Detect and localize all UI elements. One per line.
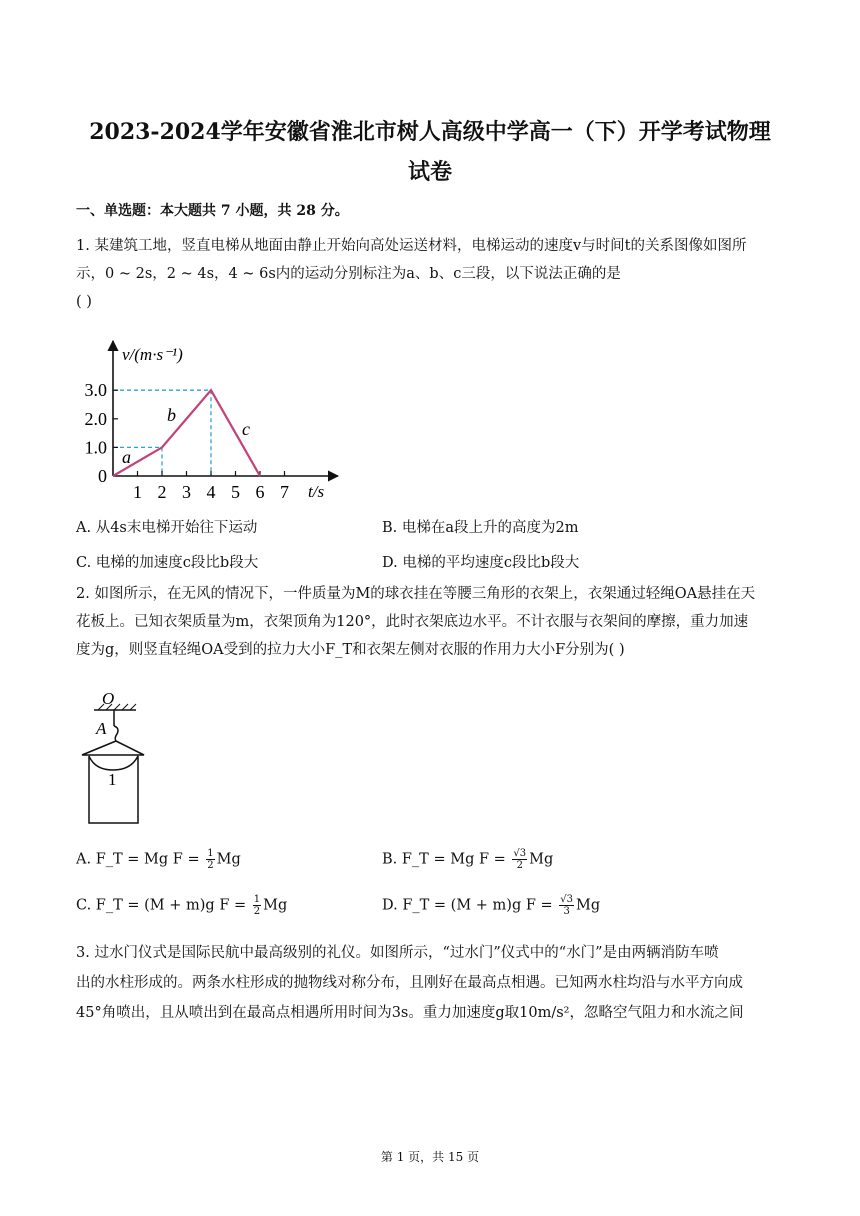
segment-label-b: b xyxy=(167,405,176,425)
title-line-2: 试卷 xyxy=(407,159,452,185)
q3-line-2: 出的水柱形成的。两条水柱形成的抛物线对称分布，且刚好在最高点相遇。已知两水柱均沿与水平方向成 xyxy=(76,975,743,991)
q2-stem xyxy=(76,580,788,664)
q2-option-d: D. F_T = (M + m)g F = $\frac{√3}{3}$ Mg xyxy=(382,894,601,917)
y-tick-label: 2.0 xyxy=(84,408,107,429)
hanger-hook xyxy=(114,726,118,741)
label-o: O xyxy=(102,689,115,708)
hanger-triangle xyxy=(82,741,144,755)
vt-graph xyxy=(76,335,366,510)
page-footer: 第 1 页，共 15 页 xyxy=(380,1150,480,1164)
q1-option-b: B. 电梯在a段上升的高度为2m xyxy=(382,520,579,536)
q1-option-c: C. 电梯的加速度c段比b段大 xyxy=(76,555,259,571)
x-tick-label: 4 xyxy=(206,482,216,502)
q2-stem-line-3: 度为g，则竖直轻绳OA受到的拉力大小F_T和衣架左侧对衣服的作用力大小F分别为( ) xyxy=(76,642,625,658)
q2-stem-line-1: 2. 如图所示，在无风的情况下，一件质量为M的球衣挂在等腰三角形的衣架上，衣架通过轻绳OA悬挂在天 xyxy=(76,586,756,602)
q2-option-a: A. F_T = Mg F = $\frac{1}{2}$ Mg xyxy=(76,848,241,871)
q2-option-b: B. F_T = Mg F = $\frac{√3}{2}$ Mg xyxy=(382,848,554,871)
q3-stem xyxy=(76,938,788,1028)
q2-stem-line-2: 花板上。已知衣架质量为m，衣架顶角为120°，此时衣架底边水平。不计衣服与衣架间的摩擦，重力加速 xyxy=(76,614,749,630)
segment-label-a: a xyxy=(122,447,131,467)
q1-stem-line-1: 1. 某建筑工地，竖直电梯从地面由静止开始向高处运送材料，电梯运动的速度v与时间t的关系图像如图所 xyxy=(76,238,747,254)
q3-line-1: 3. 过水门仪式是国际民航中最高级别的礼仪。如图所示，“过水门”仪式中的“水门”是由两辆消防车喷 xyxy=(76,945,719,961)
x-tick-label: 1 xyxy=(133,482,142,502)
y-axis-label: v/(m·s⁻¹) xyxy=(122,345,183,364)
shirt-number: 1 xyxy=(108,770,117,789)
x-tick-label: 6 xyxy=(255,482,265,502)
y-tick-label: 1.0 xyxy=(84,437,107,458)
q1-option-d: D. 电梯的平均速度c段比b段大 xyxy=(382,555,580,571)
x-tick-label: 2 xyxy=(157,482,167,502)
q2-option-c: C. F_T = (M + m)g F = $\frac{1}{2}$ Mg xyxy=(76,894,288,917)
x-tick-label: 7 xyxy=(280,482,289,502)
x-axis-label: t/s xyxy=(308,482,325,501)
hanger-figure xyxy=(76,688,156,828)
y-tick-label: 0 xyxy=(98,466,107,486)
y-tick-label: 3.0 xyxy=(84,380,107,401)
q1-option-a: A. 从4s末电梯开始往下运动 xyxy=(76,520,258,536)
title-line-1: 2023-2024学年安徽省淮北市树人高级中学高一（下）开学考试物理 xyxy=(89,119,771,145)
x-tick-label: 5 xyxy=(231,482,240,502)
q1-bracket: ( ) xyxy=(76,294,92,310)
segment-label-c: c xyxy=(242,419,250,439)
q3-line-3: 45°角喷出，且从喷出到在最高点相遇所用时间为3s。重力加速度g取10m/s²，忽略空气阻力和水流之间 xyxy=(76,1005,744,1021)
shirt xyxy=(89,756,138,823)
q1-stem-line-2: 示，0 ~ 2s，2 ~ 4s，4 ~ 6s内的运动分别标注为a、b、c三段，以下说法正确的是 xyxy=(76,266,621,282)
velocity-line xyxy=(113,390,260,476)
x-tick-label: 3 xyxy=(182,482,191,502)
label-a: A xyxy=(96,719,107,738)
page-title xyxy=(60,112,800,192)
q1-stem xyxy=(76,232,788,316)
section-heading: 一、单选题：本大题共 7 小题，共 28 分。 xyxy=(76,203,349,219)
